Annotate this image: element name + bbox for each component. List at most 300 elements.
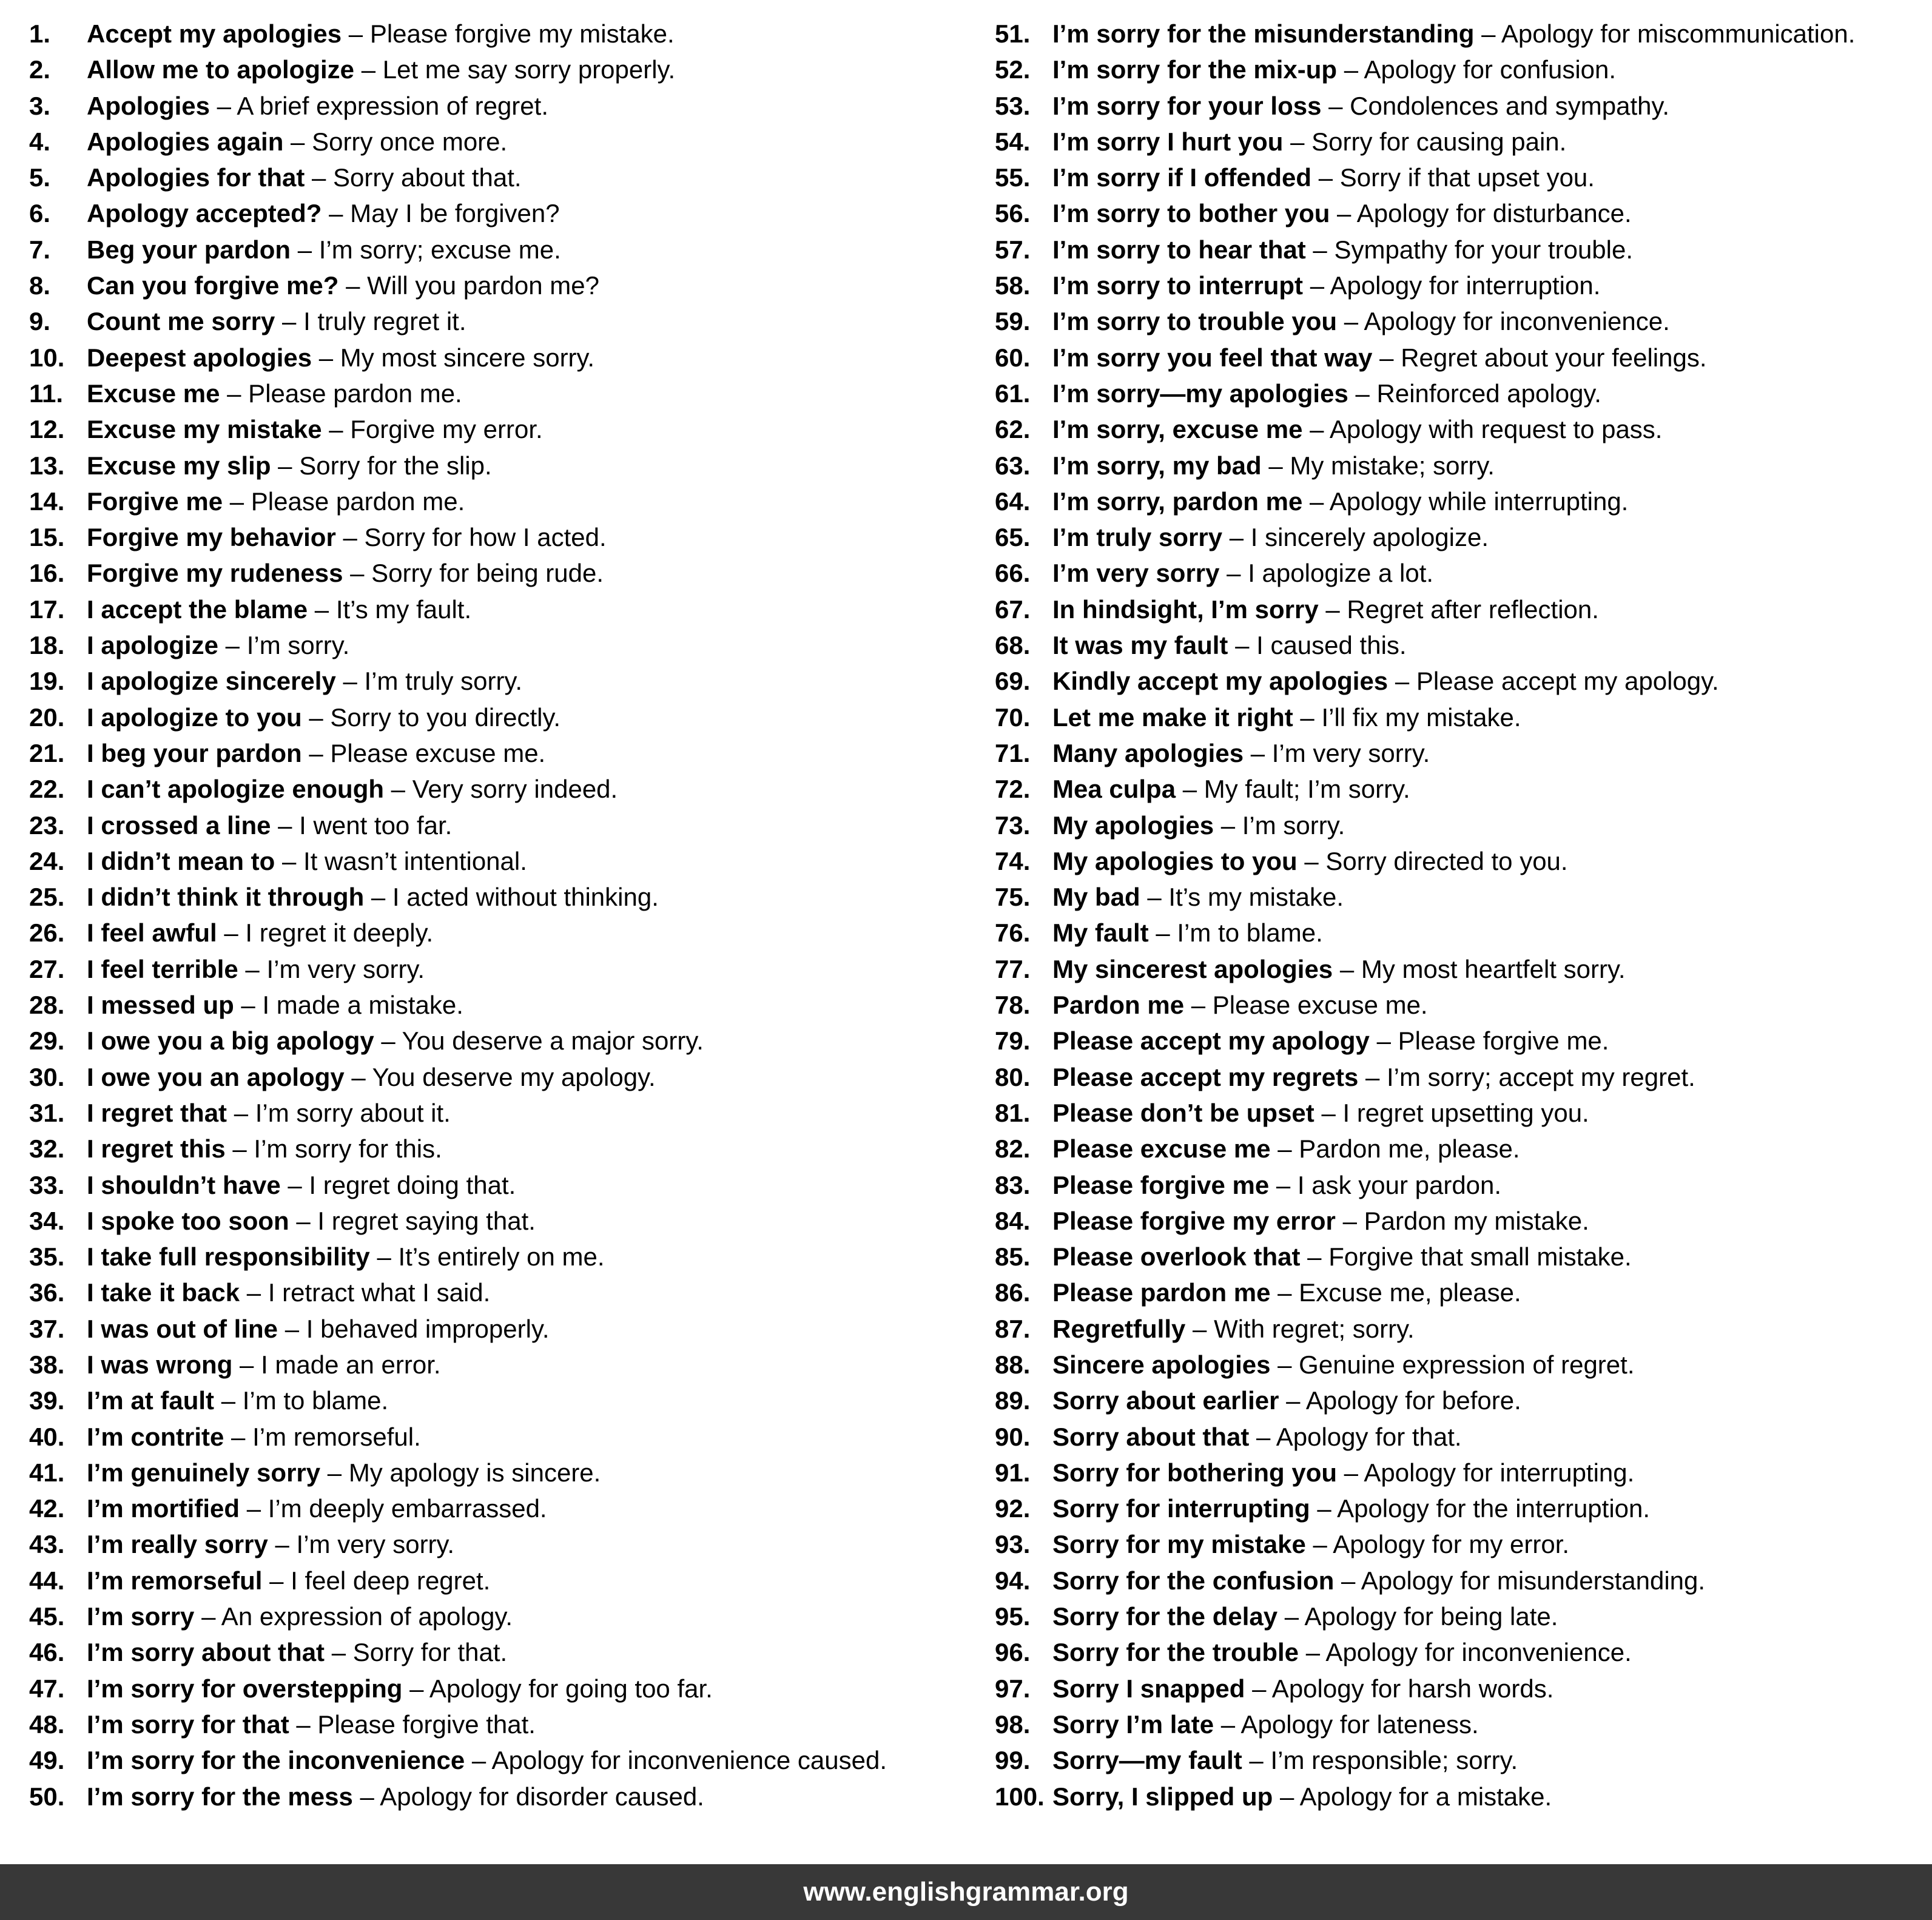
item-description: – I regret doing that.: [280, 1170, 516, 1199]
item-description: – Forgive that small mistake.: [1300, 1242, 1632, 1272]
item-description: – Forgive my error.: [321, 415, 543, 444]
item-number: 65.: [995, 523, 1031, 552]
item-number: 25.: [29, 883, 65, 912]
list-item: [995, 951, 1931, 987]
item-description: – I’m deeply embarrassed.: [240, 1494, 547, 1523]
item-number: 36.: [29, 1278, 65, 1307]
item-phrase: I’m sorry you feel that way: [1052, 343, 1373, 372]
item-number: 49.: [29, 1746, 65, 1775]
list-item: [995, 519, 1931, 555]
item-phrase: Please forgive my error: [1052, 1206, 1336, 1235]
list-item: [29, 1742, 966, 1778]
item-description: – Please excuse me.: [1184, 991, 1428, 1020]
item-phrase: I’m very sorry: [1052, 559, 1220, 588]
item-number: 56.: [995, 199, 1031, 228]
item-description: – I’m very sorry.: [238, 954, 425, 983]
item-phrase: I’m sorry, my bad: [1052, 451, 1262, 480]
item-phrase: Can you forgive me?: [87, 271, 339, 300]
list-item: [995, 340, 1931, 376]
item-phrase: I’m sorry: [87, 1602, 195, 1631]
list-item: [995, 735, 1931, 771]
list-item: [29, 591, 966, 627]
item-phrase: Sorry for the delay: [1052, 1602, 1278, 1631]
list-item: [29, 16, 966, 52]
item-number: 97.: [995, 1674, 1031, 1703]
item-number: 39.: [29, 1386, 65, 1415]
item-phrase: I was wrong: [87, 1350, 233, 1379]
list-item: [995, 663, 1931, 699]
item-description: – Apology for interrupting.: [1337, 1458, 1635, 1487]
list-item: [995, 1131, 1931, 1167]
item-phrase: Sorry for the trouble: [1052, 1638, 1299, 1667]
item-description: – I’m very sorry.: [1244, 738, 1430, 767]
item-phrase: I’m really sorry: [87, 1530, 268, 1559]
list-item: [995, 1491, 1931, 1526]
list-item: [995, 16, 1931, 52]
item-phrase: I crossed a line: [87, 810, 271, 840]
item-number: 70.: [995, 702, 1031, 732]
item-phrase: I’m sorry if I offended: [1052, 163, 1312, 192]
item-number: 88.: [995, 1350, 1031, 1379]
item-number: 66.: [995, 559, 1031, 588]
item-description: – Please excuse me.: [301, 738, 546, 767]
item-number: 3.: [29, 91, 51, 120]
item-number: 6.: [29, 199, 51, 228]
item-number: 75.: [995, 883, 1031, 912]
item-phrase: I’m sorry for that: [87, 1709, 289, 1739]
item-number: 38.: [29, 1350, 65, 1379]
item-phrase: I’m contrite: [87, 1422, 224, 1451]
item-number: 18.: [29, 631, 65, 660]
list-item: [995, 483, 1931, 519]
item-phrase: I’m mortified: [87, 1494, 240, 1523]
item-number: 99.: [995, 1746, 1031, 1775]
list-item: [995, 1598, 1931, 1634]
list-item: [995, 124, 1931, 160]
item-number: 79.: [995, 1026, 1031, 1056]
item-description: – Apology for being late.: [1277, 1602, 1558, 1631]
list-item: [29, 483, 966, 519]
list-item: [29, 627, 966, 663]
item-phrase: Allow me to apologize: [87, 55, 355, 84]
item-number: 13.: [29, 451, 65, 480]
item-phrase: I’m sorry for the misunderstanding: [1052, 19, 1475, 48]
item-phrase: I’m sorry I hurt you: [1052, 127, 1284, 156]
item-description: – Apology for miscommunication.: [1474, 19, 1856, 48]
item-number: 16.: [29, 559, 65, 588]
item-number: 23.: [29, 810, 65, 840]
list-item: [29, 1455, 966, 1491]
item-number: 95.: [995, 1602, 1031, 1631]
item-phrase: Regretfully: [1052, 1314, 1186, 1343]
item-description: – Please pardon me.: [223, 487, 465, 516]
item-number: 44.: [29, 1566, 65, 1595]
item-description: – Apology for disturbance.: [1330, 199, 1632, 228]
item-description: – May I be forgiven?: [321, 199, 560, 228]
item-description: – I made a mistake.: [234, 991, 463, 1020]
list-item: [29, 1131, 966, 1167]
item-description: – Sympathy for your trouble.: [1305, 235, 1634, 264]
item-description: – Sorry for that.: [325, 1638, 508, 1667]
item-number: 96.: [995, 1638, 1031, 1667]
item-phrase: I’m sorry to hear that: [1052, 235, 1306, 264]
item-description: – I’m sorry.: [218, 631, 350, 660]
item-number: 91.: [995, 1458, 1031, 1487]
item-description: – Sorry for the slip.: [271, 451, 492, 480]
list-item: [995, 1059, 1931, 1095]
item-number: 7.: [29, 235, 51, 264]
item-number: 47.: [29, 1674, 65, 1703]
item-phrase: I’m sorry for your loss: [1052, 91, 1322, 120]
item-description: – I regret saying that.: [289, 1206, 536, 1235]
item-number: 41.: [29, 1458, 65, 1487]
item-description: – It’s my mistake.: [1140, 883, 1344, 912]
item-description: – My fault; I’m sorry.: [1176, 775, 1410, 804]
item-description: – Sorry about that.: [305, 163, 522, 192]
item-phrase: I apologize to you: [87, 702, 302, 732]
item-number: 86.: [995, 1278, 1031, 1307]
item-number: 17.: [29, 595, 65, 624]
item-description: – I went too far.: [271, 810, 453, 840]
item-phrase: Please accept my regrets: [1052, 1062, 1359, 1091]
item-number: 45.: [29, 1602, 65, 1631]
item-phrase: Excuse my slip: [87, 451, 271, 480]
item-description: – It’s entirely on me.: [369, 1242, 605, 1272]
item-phrase: Let me make it right: [1052, 702, 1293, 732]
list-item: [29, 376, 966, 411]
item-phrase: I’m sorry about that: [87, 1638, 325, 1667]
item-number: 77.: [995, 954, 1031, 983]
item-description: – Please forgive that.: [289, 1709, 536, 1739]
item-description: – Sorry if that upset you.: [1311, 163, 1595, 192]
item-phrase: Sorry for my mistake: [1052, 1530, 1306, 1559]
list-item: [995, 843, 1931, 879]
item-number: 78.: [995, 991, 1031, 1020]
list-item: [995, 376, 1931, 411]
item-phrase: Please accept my apology: [1052, 1026, 1370, 1056]
list-item: [995, 1203, 1931, 1239]
item-description: – I’m sorry; accept my regret.: [1358, 1062, 1695, 1091]
list-item: [995, 915, 1931, 951]
list-item: [995, 1671, 1931, 1706]
item-description: – Pardon my mistake.: [1335, 1206, 1589, 1235]
item-phrase: Apologies for that: [87, 163, 305, 192]
item-description: – It wasn’t intentional.: [275, 846, 527, 875]
list-item: [995, 591, 1931, 627]
item-phrase: Beg your pardon: [87, 235, 291, 264]
item-number: 4.: [29, 127, 51, 156]
item-phrase: I’m sorry—my apologies: [1052, 379, 1348, 408]
item-number: 98.: [995, 1709, 1031, 1739]
item-number: 94.: [995, 1566, 1031, 1595]
item-number: 80.: [995, 1062, 1031, 1091]
list-item: [995, 1706, 1931, 1742]
item-phrase: Excuse my mistake: [87, 415, 322, 444]
list-item: [995, 268, 1931, 303]
item-phrase: I apologize sincerely: [87, 667, 336, 696]
item-description: – Reinforced apology.: [1348, 379, 1601, 408]
list-item: [995, 1742, 1931, 1778]
item-phrase: My apologies to you: [1052, 846, 1298, 875]
item-description: – I made an error.: [232, 1350, 441, 1379]
item-description: – An expression of apology.: [194, 1602, 513, 1631]
item-description: – It’s my fault.: [308, 595, 472, 624]
item-phrase: Apologies: [87, 91, 210, 120]
item-phrase: Excuse me: [87, 379, 220, 408]
list-item: [995, 448, 1931, 483]
list-item: [995, 1419, 1931, 1455]
list-item: [995, 1347, 1931, 1383]
list-column-left: [0, 16, 966, 1814]
item-description: – Sorry to you directly.: [301, 702, 561, 732]
item-number: 19.: [29, 667, 65, 696]
item-phrase: Sincere apologies: [1052, 1350, 1271, 1379]
item-phrase: Count me sorry: [87, 307, 275, 336]
item-description: – I’m sorry for this.: [225, 1134, 442, 1164]
list-item: [995, 987, 1931, 1023]
item-phrase: I’m truly sorry: [1052, 523, 1223, 552]
list-item: [29, 699, 966, 735]
list-item: [995, 232, 1931, 268]
list-item: [29, 843, 966, 879]
item-description: – Pardon me, please.: [1270, 1134, 1520, 1164]
item-description: – Sorry for how I acted.: [335, 523, 607, 552]
item-phrase: I can’t apologize enough: [87, 775, 385, 804]
item-description: – Apology for that.: [1249, 1422, 1462, 1451]
item-description: – I’m truly sorry.: [335, 667, 523, 696]
item-description: – I acted without thinking.: [364, 883, 659, 912]
item-phrase: Please don’t be upset: [1052, 1098, 1314, 1127]
list-item: [995, 1455, 1931, 1491]
list-item: [995, 627, 1931, 663]
item-description: – I’ll fix my mistake.: [1293, 702, 1521, 732]
item-description: – Apology for the interruption.: [1310, 1494, 1651, 1523]
list-item: [995, 52, 1931, 87]
list-item: [995, 1563, 1931, 1598]
item-number: 60.: [995, 343, 1031, 372]
list-item: [29, 232, 966, 268]
list-item: [29, 519, 966, 555]
item-number: 11.: [29, 379, 64, 408]
item-number: 90.: [995, 1422, 1031, 1451]
list-item: [29, 1347, 966, 1383]
item-description: – Let me say sorry properly.: [354, 55, 676, 84]
item-phrase: I’m sorry for the mess: [87, 1782, 353, 1811]
item-number: 53.: [995, 91, 1031, 120]
item-description: – I’m to blame.: [214, 1386, 389, 1415]
item-phrase: Forgive my rudeness: [87, 559, 343, 588]
item-number: 93.: [995, 1530, 1031, 1559]
item-number: 69.: [995, 667, 1031, 696]
item-description: – You deserve a major sorry.: [374, 1026, 704, 1056]
list-item: [29, 663, 966, 699]
item-description: – Apology for disorder caused.: [352, 1782, 704, 1811]
item-phrase: I apologize: [87, 631, 219, 660]
item-phrase: I’m sorry for the inconvenience: [87, 1746, 465, 1775]
list-item: [29, 1383, 966, 1418]
item-number: 5.: [29, 163, 51, 192]
item-description: – Apology for a mistake.: [1273, 1782, 1552, 1811]
item-description: – Very sorry indeed.: [384, 775, 618, 804]
item-phrase: Sorry for the confusion: [1052, 1566, 1335, 1595]
item-description: – I feel deep regret.: [262, 1566, 491, 1595]
item-number: 64.: [995, 487, 1031, 516]
item-number: 27.: [29, 954, 65, 983]
item-phrase: Mea culpa: [1052, 775, 1176, 804]
item-number: 84.: [995, 1206, 1031, 1235]
item-description: – Apology for interruption.: [1303, 271, 1601, 300]
item-number: 20.: [29, 702, 65, 732]
item-description: – A brief expression of regret.: [210, 91, 548, 120]
item-description: – Apology for inconvenience caused.: [465, 1746, 887, 1775]
list-item: [995, 1311, 1931, 1347]
item-number: 8.: [29, 271, 51, 300]
item-description: – Apology for my error.: [1305, 1530, 1570, 1559]
item-phrase: I’m genuinely sorry: [87, 1458, 321, 1487]
list-item: [29, 1526, 966, 1562]
item-phrase: Apologies again: [87, 127, 284, 156]
item-phrase: I messed up: [87, 991, 234, 1020]
item-number: 74.: [995, 846, 1031, 875]
item-description: – Please forgive me.: [1369, 1026, 1609, 1056]
item-number: 33.: [29, 1170, 65, 1199]
item-number: 2.: [29, 55, 51, 84]
list-item: [29, 448, 966, 483]
item-phrase: My apologies: [1052, 810, 1214, 840]
item-number: 82.: [995, 1134, 1031, 1164]
item-phrase: I feel terrible: [87, 954, 238, 983]
item-number: 34.: [29, 1206, 65, 1235]
item-phrase: In hindsight, I’m sorry: [1052, 595, 1319, 624]
list-item: [29, 124, 966, 160]
item-number: 59.: [995, 307, 1031, 336]
list-item: [29, 1275, 966, 1310]
item-description: – I’m sorry about it.: [227, 1098, 451, 1127]
list-item: [29, 1419, 966, 1455]
item-number: 1.: [29, 19, 51, 48]
item-description: – Sorry directed to you.: [1297, 846, 1568, 875]
item-phrase: I spoke too soon: [87, 1206, 289, 1235]
item-description: – I’m sorry.: [1214, 810, 1345, 840]
item-number: 63.: [995, 451, 1031, 480]
item-phrase: Sorry I snapped: [1052, 1674, 1245, 1703]
item-number: 12.: [29, 415, 65, 444]
list-item: [29, 195, 966, 231]
item-phrase: I owe you an apology: [87, 1062, 345, 1091]
item-description: – Genuine expression of regret.: [1270, 1350, 1635, 1379]
item-number: 14.: [29, 487, 65, 516]
item-description: – Please accept my apology.: [1388, 667, 1719, 696]
item-phrase: Please forgive me: [1052, 1170, 1270, 1199]
list-item: [29, 735, 966, 771]
item-phrase: Accept my apologies: [87, 19, 342, 48]
item-phrase: Kindly accept my apologies: [1052, 667, 1388, 696]
item-number: 37.: [29, 1314, 65, 1343]
item-description: – I’m remorseful.: [224, 1422, 421, 1451]
list-item: [29, 1779, 966, 1814]
item-description: – My apology is sincere.: [320, 1458, 601, 1487]
item-description: – Sorry once more.: [283, 127, 508, 156]
item-number: 51.: [995, 19, 1031, 48]
item-number: 67.: [995, 595, 1031, 624]
list-item: [995, 699, 1931, 735]
item-phrase: Pardon me: [1052, 991, 1185, 1020]
item-number: 50.: [29, 1782, 65, 1811]
item-description: – I behaved improperly.: [278, 1314, 550, 1343]
item-phrase: Sorry for interrupting: [1052, 1494, 1310, 1523]
list-item: [29, 1023, 966, 1059]
list-item: [29, 1059, 966, 1095]
list-item: [29, 987, 966, 1023]
item-phrase: I was out of line: [87, 1314, 278, 1343]
item-phrase: I’m sorry, pardon me: [1052, 487, 1303, 516]
list-item: [29, 1203, 966, 1239]
item-description: – Regret about your feelings.: [1372, 343, 1707, 372]
item-number: 42.: [29, 1494, 65, 1523]
item-description: – Apology for harsh words.: [1245, 1674, 1554, 1703]
item-phrase: I’m sorry to interrupt: [1052, 271, 1304, 300]
item-phrase: I take full responsibility: [87, 1242, 370, 1272]
item-description: – Apology for going too far.: [402, 1674, 713, 1703]
list-item: [995, 1526, 1931, 1562]
item-description: – I retract what I said.: [240, 1278, 491, 1307]
list-item: [29, 1311, 966, 1347]
item-number: 73.: [995, 810, 1031, 840]
list-item: [29, 303, 966, 339]
item-phrase: I beg your pardon: [87, 738, 302, 767]
item-phrase: I’m sorry for the mix-up: [1052, 55, 1338, 84]
item-number: 29.: [29, 1026, 65, 1056]
item-description: – Will you pardon me?: [338, 271, 599, 300]
list-item: [29, 915, 966, 951]
item-number: 83.: [995, 1170, 1031, 1199]
item-description: – My mistake; sorry.: [1261, 451, 1495, 480]
item-number: 40.: [29, 1422, 65, 1451]
item-number: 9.: [29, 307, 51, 336]
list-item: [995, 411, 1931, 447]
list-item: [29, 1491, 966, 1526]
item-number: 68.: [995, 631, 1031, 660]
list-item: [29, 771, 966, 807]
item-number: 87.: [995, 1314, 1031, 1343]
list-item: [995, 555, 1931, 591]
item-phrase: My bad: [1052, 883, 1140, 912]
list-item: [995, 771, 1931, 807]
item-number: 24.: [29, 846, 65, 875]
item-description: – Apology while interrupting.: [1302, 487, 1629, 516]
item-description: – I’m responsible; sorry.: [1242, 1746, 1518, 1775]
item-phrase: Forgive my behavior: [87, 523, 336, 552]
item-description: – Condolences and sympathy.: [1321, 91, 1670, 120]
item-phrase: Sorry for bothering you: [1052, 1458, 1338, 1487]
item-phrase: I regret this: [87, 1134, 226, 1164]
list-item: [29, 1671, 966, 1706]
item-phrase: I’m sorry for overstepping: [87, 1674, 403, 1703]
item-number: 35.: [29, 1242, 65, 1272]
item-phrase: I’m remorseful: [87, 1566, 263, 1595]
item-phrase: Many apologies: [1052, 738, 1244, 767]
list-item: [995, 1023, 1931, 1059]
item-description: – My most heartfelt sorry.: [1333, 954, 1626, 983]
item-description: – Please forgive my mistake.: [342, 19, 675, 48]
item-description: – Please pardon me.: [220, 379, 462, 408]
item-number: 100.: [995, 1782, 1045, 1811]
list-item: [29, 268, 966, 303]
item-description: – Apology with request to pass.: [1302, 415, 1663, 444]
item-phrase: Forgive me: [87, 487, 223, 516]
list-item: [29, 1095, 966, 1131]
item-phrase: Sorry—my fault: [1052, 1746, 1242, 1775]
